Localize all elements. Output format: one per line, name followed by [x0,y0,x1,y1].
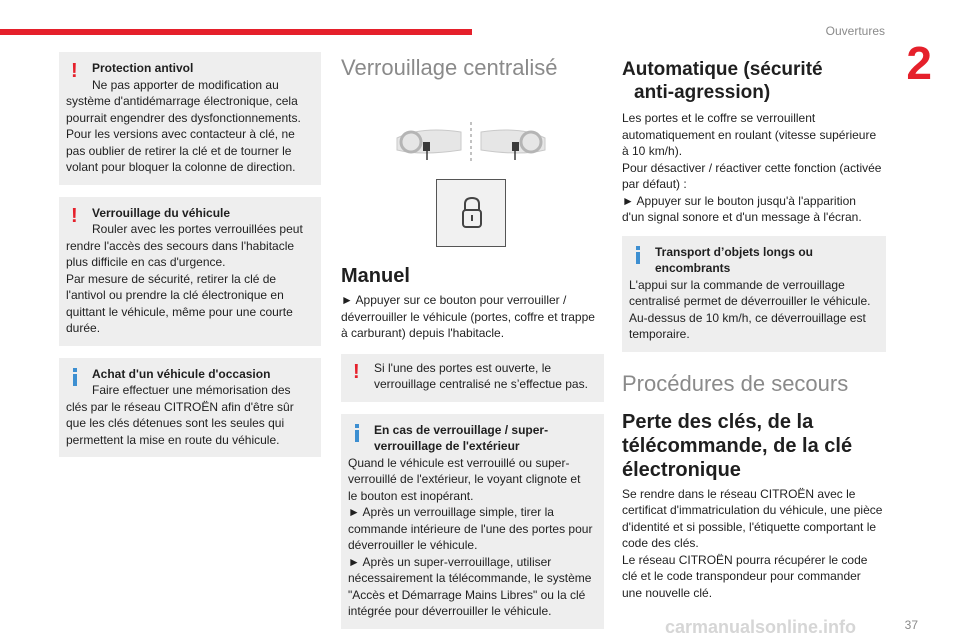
note-line: ► Après un super-verrouillage, utiliser [348,554,552,569]
lock-button [436,179,506,247]
auto-text-line: Pour désactiver / réactiver cette fonction (activée [622,160,882,175]
note-line: verrouillé de l'extérieur, le voyant clignote et [348,472,581,486]
note-line: Pour les versions avec contacteur à clé, ne [66,127,295,141]
auto-text-line: par défaut) : [622,177,687,191]
note-title: En cas de verrouillage / super- [374,422,549,437]
note-title: Transport d’objets longs ou [655,244,814,259]
note-line: volant pour bloquer la colonne de direction. [66,160,296,174]
column-right [622,52,886,601]
note-line: temporaire. [629,327,690,341]
info-icon [354,424,360,444]
auto-text-line: d'un signal sonore et d'un message à l'écran. [622,210,862,224]
note-line: L'appui sur la commande de verrouillage [629,277,845,292]
note-line: Si l'une des portes est ouverte, le [374,360,552,375]
info-note-exterior-locking [341,414,604,629]
note-line: Quand le véhicule est verrouillé ou super- [348,455,570,470]
chapter-number: 2 [906,37,932,89]
note-line: déverrouiller le véhicule. [348,538,478,552]
header-accent-bar [0,29,472,35]
watermark: carmanualsonline.info [665,617,857,637]
note-line: Au-dessus de 10 km/h, ce déverrouillage est [629,310,866,325]
note-line: verrouillage centralisé ne s’effectue pas. [374,377,588,391]
lost-keys-text-line: d'identité et si possible, l'étiquette comportant le [622,519,877,534]
manual-text-line: ► Appuyer sur ce bouton pour verrouiller / [341,293,567,307]
note-line: permettent la mise en route du véhicule. [66,432,280,447]
manual-text-line: déverrouiller le véhicule (portes, coffre et trappe [341,309,595,324]
warning-icon: ! [71,204,78,227]
auto-text-line: ► Appuyer sur le bouton jusqu'à l'apparition [622,193,856,208]
note-line: commande intérieure de l'une des portes pour [348,521,593,536]
manual-text-line: à carburant) depuis l'habitacle. [341,326,505,340]
lost-keys-text-line: certificat d'immatriculation du véhicule, une pièce [622,503,883,517]
note-line: système d'antidémarrage électronique, cela [66,94,298,108]
note-title: verrouillage de l'extérieur [374,439,520,453]
lost-keys-text-line: une nouvelle clé. [622,585,713,600]
page-number: 37 [904,618,918,632]
note-line: centralisé permet de déverrouiller le véhicule. [629,294,871,308]
note-line: plus difficile en cas d'urgence. [66,255,226,269]
manual-heading: Manuel [341,265,410,287]
note-title: encombrants [655,261,731,275]
lost-keys-heading-line: télécommande, de la clé [622,434,853,457]
note-line: quittant le véhicule, même pour une courte [66,304,293,319]
note-title: Protection antivol [92,61,194,75]
warning-icon: ! [353,360,360,383]
central-locking-illustration [341,82,604,258]
central-locking-heading: Verrouillage centralisé [341,55,558,80]
note-line: Faire effectuer une mémorisation des [92,383,291,397]
auto-text-line: à 10 km/h). [622,144,683,158]
dashboard-location-icon [391,120,551,170]
auto-heading-line: Automatique (sécurité [622,59,823,80]
info-note-used-vehicle [59,358,321,458]
lost-keys-text-line: code des clés. [622,536,699,550]
warning-note-locking [59,197,321,346]
note-line: Rouler avec les portes verrouillées peut [92,222,303,236]
auto-text-line: automatiquement en roulant (vitesse supérieure [622,127,877,142]
section-title: Ouvertures [825,24,885,38]
note-line: que les clés détenues sont les seules qui [66,416,285,430]
note-line: nécessairement la télécommande, le système [348,571,592,585]
note-line: Par mesure de sécurité, retirer la clé de [66,271,277,286]
lost-keys-text-line: clé et le code transpondeur pour commander [622,569,861,583]
note-line: intégrée pour déverrouiller le véhicule. [348,604,552,618]
info-note-long-objects [622,236,886,352]
info-icon [635,246,641,266]
note-line: clés par le réseau CITROËN afin d'être sûr [66,399,294,414]
lost-keys-text-line: Le réseau CITROËN pourra récupérer le code [622,552,868,567]
column-left [59,52,321,469]
note-line: pourrait engendrer des dysfonctionnements. [66,110,301,125]
note-title: Verrouillage du véhicule [92,205,231,220]
note-line: le bouton est inopérant. [348,488,474,503]
emergency-procedures-heading: Procédures de secours [622,370,849,396]
lost-keys-text-line: Se rendre dans le réseau CITROËN avec le [622,486,856,501]
note-line: durée. [66,321,101,335]
warning-icon: ! [71,60,78,82]
note-line: rendre l'accès des secours dans l'habitacle [66,238,295,253]
column-middle [341,52,604,640]
warning-note-antitheft [59,52,321,185]
auto-heading-line: anti-agression) [634,82,771,103]
padlock-icon [437,180,507,248]
auto-text-line: Les portes et le coffre se verrouillent [622,111,816,125]
lost-keys-heading [622,410,886,482]
note-line: Ne pas apporter de modification au [92,77,279,92]
note-line: l'antivol ou prendre la clé électronique en [66,288,284,302]
info-icon [72,368,78,388]
warning-note-door-open [341,354,604,402]
note-line: "Accès et Démarrage Mains Libres" ou la clé [348,587,586,602]
lost-keys-heading-line: Perte des clés, de la [622,410,814,433]
note-line: pas oublier de retirer la clé et de tourner le [66,143,292,158]
note-title: Achat d'un véhicule d'occasion [92,366,271,381]
auto-heading [622,58,886,104]
note-line: ► Après un verrouillage simple, tirer la [348,505,554,519]
lost-keys-heading-line: électronique [622,458,741,481]
